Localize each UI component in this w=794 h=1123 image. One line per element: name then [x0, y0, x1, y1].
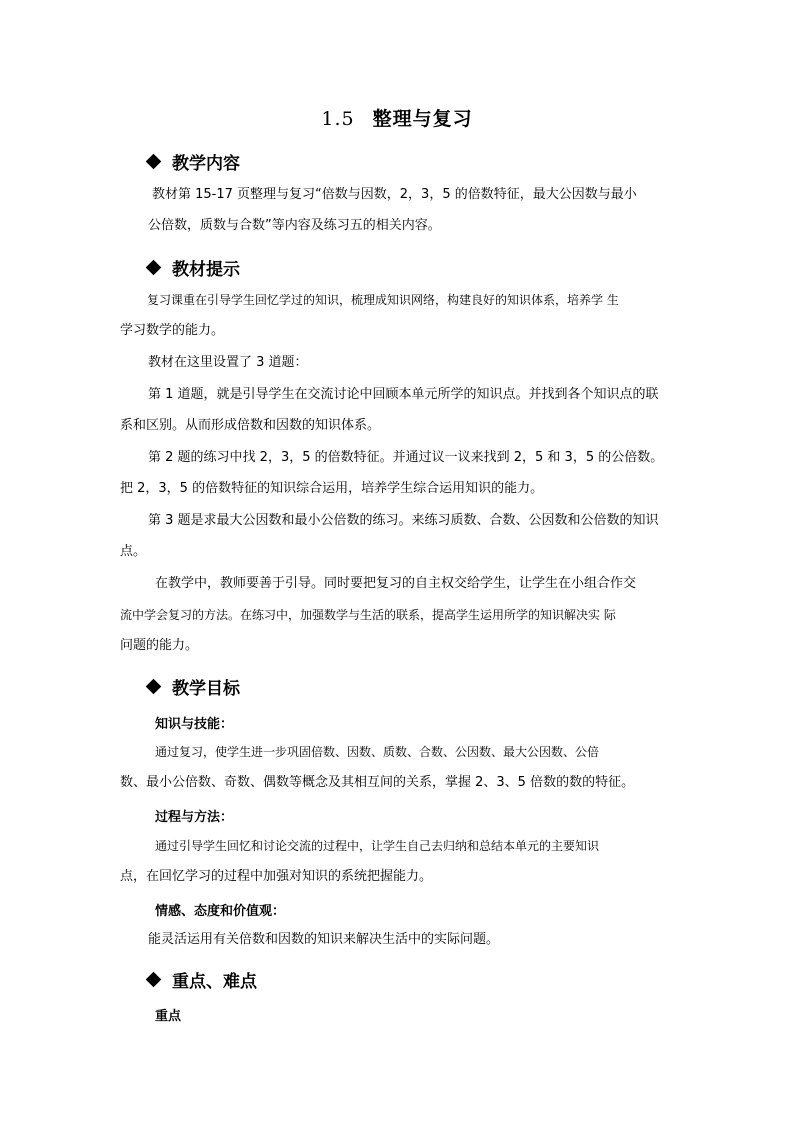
section-heading-goals [148, 674, 240, 699]
title-number: 1.5 [321, 108, 355, 130]
paragraph-line: 点。 [120, 544, 147, 559]
paragraph-line: 问题的能力。 [120, 638, 199, 653]
paragraph-line: 公倍数，质数与合数”等内容及练习五的相关内容。 [148, 218, 441, 233]
page-title [0, 104, 794, 131]
diamond-bullet-icon [146, 972, 162, 988]
subheading-process: 过程与方法： [155, 810, 234, 825]
paragraph-line: 教材在这里设置了 3 道题： [148, 355, 308, 370]
paragraph-line: 教材第 15-17 页整理与复习“倍数与因数，2，3，5 的倍数特征，最大公因数与最小 [152, 187, 637, 202]
subheading-attitude: 情感、态度和价值观： [155, 904, 286, 919]
paragraph-line: 第 3 题是求最大公因数和最小公倍数的练习。来练习质数、合数、公因数和公倍数的知识 [148, 513, 659, 528]
paragraph-line: 通过复习，使学生进一步巩固倍数、因数、质数、合数、公因数、最大公因数、公倍 [155, 745, 600, 759]
paragraph-line: 数、最小公倍数、奇数、偶数等概念及其相互间的关系，掌握 2、3、5 倍数的数的特征。 [120, 775, 635, 790]
diamond-bullet-icon [146, 260, 162, 276]
paragraph-line: 系和区别。从而形成倍数和因数的知识体系。 [120, 418, 381, 433]
paragraph-line: 通过引导学生回忆和讨论交流的过程中，让学生自己去归纳和总结本单元的主要知识 [155, 839, 600, 853]
section-heading-text: 重点、难点 [172, 972, 257, 992]
section-heading-content [148, 149, 240, 174]
paragraph-line: 能灵活运用有关倍数和因数的知识来解决生活中的实际问题。 [148, 932, 500, 947]
paragraph-line: 在教学中，教师要善于引导。同时要把复习的自主权交给学生，让学生在小组合作交 [155, 576, 637, 591]
subheading-knowledge: 知识与技能： [155, 717, 234, 732]
paragraph-line: 把 2，3，5 的倍数特征的知识综合运用，培养学生综合运用知识的能力。 [120, 481, 544, 496]
diamond-bullet-icon [146, 679, 162, 695]
paragraph-line: 第 1 道题，就是引导学生在交流讨论中回顾本单元所学的知识点。并找到各个知识点的联 [148, 387, 659, 402]
paragraph-line: 第 2 题的练习中找 2，3，5 的倍数特征。并通过议一议来找到 2，5 和 3，5 的公倍数。 [148, 450, 664, 465]
section-heading-text: 教学内容 [172, 154, 240, 174]
paragraph-line: 点，在回忆学习的过程中加强对知识的系统把握能力。 [120, 869, 433, 884]
title-text: 整理与复习 [372, 108, 473, 130]
section-heading-text: 教学目标 [172, 679, 240, 699]
section-heading-tips [148, 255, 240, 280]
section-heading-text: 教材提示 [172, 260, 240, 280]
diamond-bullet-icon [146, 154, 162, 170]
paragraph-line: 学习数学的能力。 [120, 323, 225, 338]
subheading-keypoint: 重点 [155, 1009, 182, 1024]
paragraph-line: 复习课重在引导学生回忆学过的知识，梳理成知识网络，构建良好的知识体系，培养学 生 [147, 293, 619, 307]
section-heading-keypoints [148, 967, 257, 992]
paragraph-line: 流中学会复习的方法。在练习中，加强数学与生活的联系，提高学生运用所学的知识解决实 际 [120, 608, 616, 622]
